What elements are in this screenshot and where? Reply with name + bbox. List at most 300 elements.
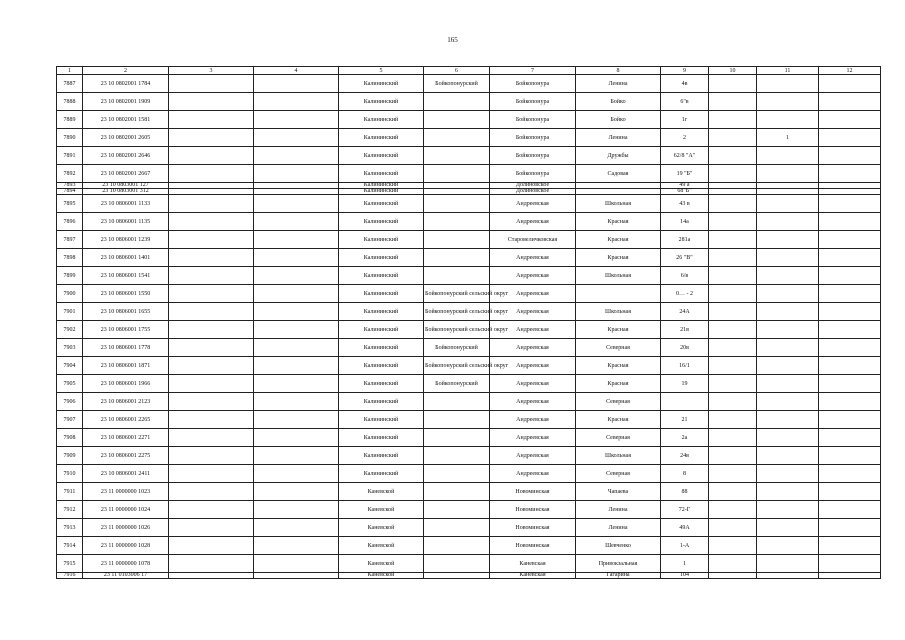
- col-12-cell: [819, 249, 881, 267]
- col-3-cell: [169, 573, 254, 579]
- column-header-6: 6: [424, 67, 490, 75]
- col-10-cell: [709, 249, 757, 267]
- column-header-2: 2: [83, 67, 169, 75]
- row-number-cell: 7898: [57, 249, 83, 267]
- col-10-cell: [709, 501, 757, 519]
- district-cell: Калининский: [339, 189, 424, 195]
- rural-district-cell: [424, 411, 490, 429]
- row-number-cell: 7910: [57, 465, 83, 483]
- house-number-cell: 281а: [661, 231, 709, 249]
- col-3-cell: [169, 129, 254, 147]
- house-number-cell: 20в: [661, 339, 709, 357]
- street-cell: Красная: [576, 411, 661, 429]
- house-number-cell: [661, 393, 709, 411]
- col-11-cell: [757, 285, 819, 303]
- rural-district-cell: [424, 165, 490, 183]
- cadastral-number-cell: 23 10 0802001 2646: [83, 147, 169, 165]
- row-number-cell: 7915: [57, 555, 83, 573]
- district-cell: Калининский: [339, 465, 424, 483]
- col-3-cell: [169, 165, 254, 183]
- district-cell: Каневской: [339, 573, 424, 579]
- col-10-cell: [709, 555, 757, 573]
- rural-district-cell: [424, 231, 490, 249]
- col-12-cell: [819, 357, 881, 375]
- street-cell: Гагарина: [576, 573, 661, 579]
- row-number-cell: 7903: [57, 339, 83, 357]
- col-4-cell: [254, 375, 339, 393]
- row-number-cell: 7909: [57, 447, 83, 465]
- col-10-cell: [709, 573, 757, 579]
- settlement-cell: Андреевская: [490, 393, 576, 411]
- col-3-cell: [169, 537, 254, 555]
- table-row: [57, 75, 881, 93]
- settlement-cell: Андреевская: [490, 411, 576, 429]
- row-number-cell: 7888: [57, 93, 83, 111]
- col-3-cell: [169, 339, 254, 357]
- row-number-cell: 7895: [57, 195, 83, 213]
- house-number-cell: 49 а: [661, 183, 709, 189]
- col-10-cell: [709, 285, 757, 303]
- house-number-cell: 26 "В": [661, 249, 709, 267]
- col-10-cell: [709, 111, 757, 129]
- col-3-cell: [169, 393, 254, 411]
- col-11-cell: [757, 213, 819, 231]
- rural-district-cell: [424, 249, 490, 267]
- table-row: [57, 321, 881, 339]
- col-3-cell: [169, 249, 254, 267]
- rural-district-cell: [424, 483, 490, 501]
- col-11-cell: [757, 75, 819, 93]
- house-number-cell: 16/1: [661, 357, 709, 375]
- col-10-cell: [709, 195, 757, 213]
- col-4-cell: [254, 285, 339, 303]
- row-number-cell: 7889: [57, 111, 83, 129]
- table-row: [57, 393, 881, 411]
- col-10-cell: [709, 213, 757, 231]
- column-header-4: 4: [254, 67, 339, 75]
- cadastral-number-cell: 23 10 0806001 2123: [83, 393, 169, 411]
- col-3-cell: [169, 75, 254, 93]
- table-row: [57, 165, 881, 183]
- cadastral-number-cell: 23 10 0806001 2265: [83, 411, 169, 429]
- street-cell: Ленина: [576, 519, 661, 537]
- col-11-cell: [757, 195, 819, 213]
- cadastral-number-cell: 23 10 0806001 1239: [83, 231, 169, 249]
- column-header-1: 1: [57, 67, 83, 75]
- cadastral-number-cell: 23 10 0806001 2271: [83, 429, 169, 447]
- house-number-cell: 2а: [661, 429, 709, 447]
- row-number-cell: 7890: [57, 129, 83, 147]
- house-number-cell: 19 "Б": [661, 165, 709, 183]
- street-cell: Северная: [576, 339, 661, 357]
- col-4-cell: [254, 339, 339, 357]
- district-cell: Калининский: [339, 129, 424, 147]
- col-3-cell: [169, 375, 254, 393]
- row-number-cell: 7892: [57, 165, 83, 183]
- rural-district-cell: Бойкопонурский: [424, 75, 490, 93]
- cadastral-number-cell: 23 11 0103006 17: [83, 573, 169, 579]
- settlement-cell: Бойкопонура: [490, 75, 576, 93]
- rural-district-cell: Бойкопонурский сельский округ: [424, 321, 490, 339]
- col-12-cell: [819, 447, 881, 465]
- col-11-cell: [757, 267, 819, 285]
- street-cell: [576, 285, 661, 303]
- settlement-cell: Андреевская: [490, 357, 576, 375]
- house-number-cell: 21: [661, 411, 709, 429]
- table-row: [57, 249, 881, 267]
- cadastral-number-cell: 23 11 0000000 1078: [83, 555, 169, 573]
- settlement-cell: Бойкопонура: [490, 147, 576, 165]
- district-cell: Каневской: [339, 537, 424, 555]
- col-12-cell: [819, 129, 881, 147]
- settlement-cell: Андреевская: [490, 285, 576, 303]
- col-10-cell: [709, 357, 757, 375]
- settlement-cell: Андреевская: [490, 375, 576, 393]
- house-number-cell: 1-А: [661, 537, 709, 555]
- col-12-cell: [819, 147, 881, 165]
- col-12-cell: [819, 285, 881, 303]
- col-11-cell: [757, 465, 819, 483]
- settlement-cell: Новоминская: [490, 519, 576, 537]
- col-12-cell: [819, 555, 881, 573]
- district-cell: Каневской: [339, 555, 424, 573]
- row-number-cell: 7887: [57, 75, 83, 93]
- rural-district-cell: [424, 447, 490, 465]
- cadastral-number-cell: 23 10 0802001 1581: [83, 111, 169, 129]
- row-number-cell: 7914: [57, 537, 83, 555]
- col-3-cell: [169, 111, 254, 129]
- table-row: [57, 447, 881, 465]
- cadastral-number-cell: 23 11 0000000 1028: [83, 537, 169, 555]
- col-4-cell: [254, 231, 339, 249]
- rural-district-cell: Бойкопонурский сельский округ: [424, 357, 490, 375]
- rural-district-cell: [424, 555, 490, 573]
- cadastral-number-cell: 23 10 0802001 1909: [83, 93, 169, 111]
- col-4-cell: [254, 555, 339, 573]
- table-body: [57, 75, 881, 579]
- row-number-cell: 7896: [57, 213, 83, 231]
- house-number-cell: 104: [661, 573, 709, 579]
- col-11-cell: [757, 147, 819, 165]
- col-10-cell: [709, 75, 757, 93]
- settlement-cell: Долиновское: [490, 189, 576, 195]
- house-number-cell: 21в: [661, 321, 709, 339]
- col-10-cell: [709, 93, 757, 111]
- cadastral-number-cell: 23 10 0806001 1655: [83, 303, 169, 321]
- house-number-cell: 49А: [661, 519, 709, 537]
- col-4-cell: [254, 411, 339, 429]
- col-11-cell: [757, 411, 819, 429]
- col-11-cell: [757, 111, 819, 129]
- row-number-cell: 7902: [57, 321, 83, 339]
- row-number-cell: 7904: [57, 357, 83, 375]
- house-number-cell: 1г: [661, 111, 709, 129]
- row-number-cell: 7905: [57, 375, 83, 393]
- settlement-cell: Андреевская: [490, 465, 576, 483]
- col-10-cell: [709, 339, 757, 357]
- rural-district-cell: [424, 129, 490, 147]
- col-4-cell: [254, 465, 339, 483]
- col-3-cell: [169, 303, 254, 321]
- house-number-cell: 2: [661, 129, 709, 147]
- column-header-3: 3: [169, 67, 254, 75]
- col-11-cell: [757, 165, 819, 183]
- col-3-cell: [169, 147, 254, 165]
- house-number-cell: 4в: [661, 75, 709, 93]
- district-cell: Калининский: [339, 93, 424, 111]
- row-number-cell: 7907: [57, 411, 83, 429]
- col-3-cell: [169, 267, 254, 285]
- street-cell: Красная: [576, 321, 661, 339]
- col-12-cell: [819, 303, 881, 321]
- col-11-cell: [757, 429, 819, 447]
- house-number-cell: 62/8 "А": [661, 147, 709, 165]
- settlement-cell: Новоминская: [490, 483, 576, 501]
- cadastral-number-cell: 23 10 0802001 2605: [83, 129, 169, 147]
- column-header-11: 11: [757, 67, 819, 75]
- col-4-cell: [254, 321, 339, 339]
- row-number-cell: 7899: [57, 267, 83, 285]
- col-3-cell: [169, 501, 254, 519]
- table-row: [57, 231, 881, 249]
- cadastral-number-cell: 23 10 0806001 1541: [83, 267, 169, 285]
- rural-district-cell: [424, 93, 490, 111]
- col-11-cell: [757, 93, 819, 111]
- col-3-cell: [169, 447, 254, 465]
- cadastral-number-cell: 23 11 0000000 1023: [83, 483, 169, 501]
- registry-table: [56, 66, 881, 579]
- district-cell: Каневской: [339, 519, 424, 537]
- col-10-cell: [709, 483, 757, 501]
- col-12-cell: [819, 165, 881, 183]
- street-cell: Шевченко: [576, 537, 661, 555]
- col-4-cell: [254, 573, 339, 579]
- table-row: [57, 303, 881, 321]
- settlement-cell: Андреевская: [490, 447, 576, 465]
- col-10-cell: [709, 537, 757, 555]
- col-4-cell: [254, 165, 339, 183]
- street-cell: Чапаева: [576, 483, 661, 501]
- col-11-cell: [757, 483, 819, 501]
- col-11-cell: [757, 321, 819, 339]
- house-number-cell: 24в: [661, 447, 709, 465]
- rural-district-cell: Бойкопонурский сельский округ: [424, 303, 490, 321]
- col-4-cell: [254, 357, 339, 375]
- col-12-cell: [819, 375, 881, 393]
- rural-district-cell: [424, 519, 490, 537]
- rural-district-cell: Бойкопонурский сельский округ: [424, 285, 490, 303]
- cadastral-number-cell: 23 10 0806001 2275: [83, 447, 169, 465]
- district-cell: Калининский: [339, 249, 424, 267]
- table-row: [57, 465, 881, 483]
- rural-district-cell: [424, 111, 490, 129]
- street-cell: Красная: [576, 357, 661, 375]
- col-11-cell: [757, 573, 819, 579]
- cadastral-number-cell: 23 10 0806001 1871: [83, 357, 169, 375]
- col-11-cell: [757, 519, 819, 537]
- table-row: [57, 213, 881, 231]
- rural-district-cell: [424, 147, 490, 165]
- col-3-cell: [169, 213, 254, 231]
- col-11-cell: [757, 249, 819, 267]
- col-4-cell: [254, 195, 339, 213]
- rural-district-cell: [424, 213, 490, 231]
- col-4-cell: [254, 303, 339, 321]
- col-10-cell: [709, 465, 757, 483]
- col-12-cell: [819, 483, 881, 501]
- table-row: [57, 267, 881, 285]
- col-4-cell: [254, 111, 339, 129]
- col-10-cell: [709, 429, 757, 447]
- col-3-cell: [169, 93, 254, 111]
- table-row: [57, 147, 881, 165]
- column-header-9: 9: [661, 67, 709, 75]
- col-11-cell: [757, 501, 819, 519]
- street-cell: Садовая: [576, 165, 661, 183]
- col-4-cell: [254, 147, 339, 165]
- col-12-cell: [819, 75, 881, 93]
- house-number-cell: 6/в: [661, 267, 709, 285]
- cadastral-number-cell: 23 10 0806001 1755: [83, 321, 169, 339]
- cadastral-number-cell: 23 10 0806001 1401: [83, 249, 169, 267]
- district-cell: Калининский: [339, 447, 424, 465]
- col-10-cell: [709, 393, 757, 411]
- column-header-10: 10: [709, 67, 757, 75]
- rural-district-cell: [424, 537, 490, 555]
- cadastral-number-cell: 23 10 0803001 312: [83, 189, 169, 195]
- row-number-cell: 7891: [57, 147, 83, 165]
- row-number-cell: 7908: [57, 429, 83, 447]
- house-number-cell: 88: [661, 483, 709, 501]
- house-number-cell: 1: [661, 555, 709, 573]
- settlement-cell: Бойкопонура: [490, 93, 576, 111]
- table-row: [57, 429, 881, 447]
- district-cell: Калининский: [339, 411, 424, 429]
- district-cell: Калининский: [339, 267, 424, 285]
- col-4-cell: [254, 267, 339, 285]
- house-number-cell: 14а: [661, 213, 709, 231]
- table-row: [57, 111, 881, 129]
- col-12-cell: [819, 429, 881, 447]
- col-11-cell: [757, 375, 819, 393]
- district-cell: Каневской: [339, 483, 424, 501]
- col-4-cell: [254, 519, 339, 537]
- col-4-cell: [254, 447, 339, 465]
- settlement-cell: Бойкопонура: [490, 111, 576, 129]
- row-number-cell: 7893: [57, 183, 83, 189]
- house-number-cell: 72-Г: [661, 501, 709, 519]
- col-4-cell: [254, 429, 339, 447]
- page-number: 165: [447, 36, 458, 44]
- col-11-cell: [757, 447, 819, 465]
- district-cell: Калининский: [339, 111, 424, 129]
- rural-district-cell: [424, 267, 490, 285]
- col-11-cell: [757, 339, 819, 357]
- col-3-cell: [169, 321, 254, 339]
- col-4-cell: [254, 501, 339, 519]
- district-cell: Калининский: [339, 183, 424, 189]
- col-11-cell: [757, 537, 819, 555]
- col-3-cell: [169, 519, 254, 537]
- col-3-cell: [169, 483, 254, 501]
- settlement-cell: Новоминская: [490, 501, 576, 519]
- street-cell: Северная: [576, 429, 661, 447]
- row-number-cell: 7894: [57, 189, 83, 195]
- street-cell: Школьная: [576, 303, 661, 321]
- house-number-cell: 43 в: [661, 195, 709, 213]
- table-row: [57, 93, 881, 111]
- street-cell: Бойко: [576, 111, 661, 129]
- rural-district-cell: [424, 393, 490, 411]
- cadastral-number-cell: 23 10 0802001 2667: [83, 165, 169, 183]
- settlement-cell: Бойкопонура: [490, 165, 576, 183]
- settlement-cell: Новоминская: [490, 537, 576, 555]
- col-12-cell: [819, 93, 881, 111]
- col-10-cell: [709, 411, 757, 429]
- col-12-cell: [819, 573, 881, 579]
- rural-district-cell: [424, 465, 490, 483]
- col-3-cell: [169, 411, 254, 429]
- col-10-cell: [709, 129, 757, 147]
- settlement-cell: Андреевская: [490, 321, 576, 339]
- house-number-cell: 19: [661, 375, 709, 393]
- street-cell: Красная: [576, 213, 661, 231]
- street-cell: Привокзальная: [576, 555, 661, 573]
- street-cell: Северная: [576, 465, 661, 483]
- district-cell: Калининский: [339, 321, 424, 339]
- row-number-cell: 7901: [57, 303, 83, 321]
- row-number-cell: 7911: [57, 483, 83, 501]
- rural-district-cell: [424, 501, 490, 519]
- rural-district-cell: Бойкопонурский: [424, 339, 490, 357]
- col-10-cell: [709, 447, 757, 465]
- house-number-cell: 6"в: [661, 93, 709, 111]
- house-number-cell: 24А: [661, 303, 709, 321]
- street-cell: Школьная: [576, 195, 661, 213]
- col-3-cell: [169, 195, 254, 213]
- col-11-cell: [757, 393, 819, 411]
- street-cell: Ленина: [576, 75, 661, 93]
- settlement-cell: Долиновское: [490, 183, 576, 189]
- table-row: [57, 483, 881, 501]
- table-row: [57, 195, 881, 213]
- col-10-cell: [709, 231, 757, 249]
- row-number-cell: 7900: [57, 285, 83, 303]
- col-12-cell: [819, 411, 881, 429]
- col-12-cell: [819, 111, 881, 129]
- cadastral-number-cell: 23 10 0806001 1135: [83, 213, 169, 231]
- district-cell: Калининский: [339, 339, 424, 357]
- header-row: [57, 67, 881, 75]
- district-cell: Калининский: [339, 375, 424, 393]
- cadastral-number-cell: 23 10 0806001 2411: [83, 465, 169, 483]
- row-number-cell: 7916: [57, 573, 83, 579]
- district-cell: Калининский: [339, 231, 424, 249]
- col-4-cell: [254, 483, 339, 501]
- col-12-cell: [819, 213, 881, 231]
- col-12-cell: [819, 267, 881, 285]
- col-10-cell: [709, 267, 757, 285]
- cadastral-number-cell: 23 10 0806001 1778: [83, 339, 169, 357]
- col-10-cell: [709, 375, 757, 393]
- col-12-cell: [819, 195, 881, 213]
- col-11-cell: [757, 303, 819, 321]
- table-row: [57, 375, 881, 393]
- col-4-cell: [254, 393, 339, 411]
- col-4-cell: [254, 75, 339, 93]
- cadastral-number-cell: 23 10 0806001 1133: [83, 195, 169, 213]
- district-cell: Калининский: [339, 303, 424, 321]
